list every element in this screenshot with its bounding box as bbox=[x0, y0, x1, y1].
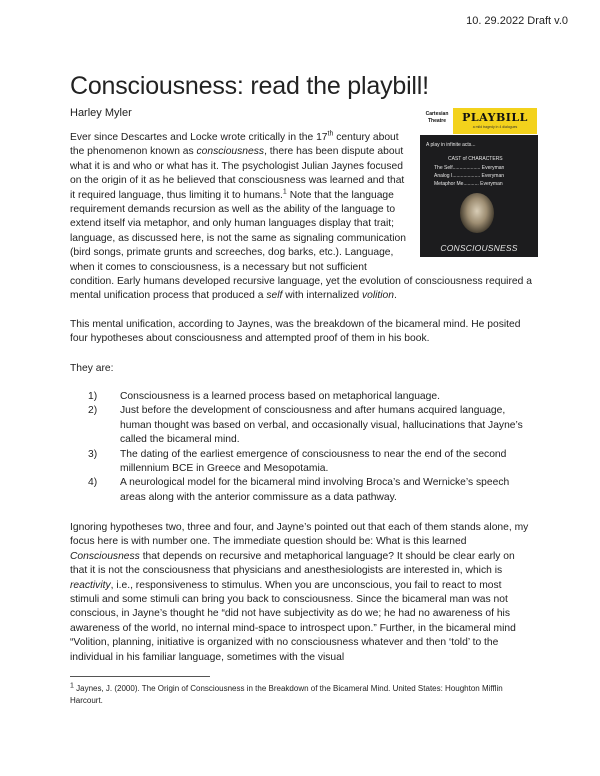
list-item: 4) A neurological model for the bicameral mind involving Broca’s and Wernicke’s speech areas along with the anterior commissure as a data pathway. bbox=[88, 477, 510, 503]
playbill-cast-item: Analog I.................... Everyman bbox=[434, 173, 505, 179]
playbill-cast-heading: CAST of CHARACTERS bbox=[448, 156, 503, 162]
playbill-banner-title: PLAYBILL bbox=[462, 111, 528, 124]
playbill-tagline: A play in infinite acts... bbox=[426, 142, 476, 148]
intro-paragraph-full-part: condition. Early humans developed recursive language, yet the evolution of consciousness required a mental unification process that produced a self with internalized volition. bbox=[70, 276, 532, 302]
intro-paragraph bbox=[70, 131, 532, 304]
they-are-line: They are: bbox=[70, 363, 114, 374]
playbill-cast-item: The Self.................... Everyman bbox=[434, 165, 505, 171]
bicameral-paragraph: This mental unification, according to Jaynes, was the breakdown of the bicameral mind. He posited four hypotheses about consciousness and attempted proof of them in his book. bbox=[70, 319, 521, 345]
page-title: Consciousness: read the playbill! bbox=[70, 72, 429, 100]
draft-date-stamp: 10. 29.2022 Draft v.0 bbox=[466, 15, 568, 27]
intro-paragraph-wrapped-part: Ever since Descartes and Locke wrote critically in the 17th century about the phenomenon known as consciousness, there has been dispute about what it is and who or what has it. The psychologist Julian Jaynes focused on the origin of it as he believed that consciousness was learned and that it required language, thus limiting it to humans.$^1$ Note that the language requirement demands recursion as well as the ability of the language to extend itself via metaphor, and only human languages display that trait; language, as discussed here, is not the same as signaling communication (bird songs, primate grunts and screeches, dog barks, etc.). Language, when it comes to consciousness, is a necessary but not sufficient bbox=[70, 130, 406, 273]
playbill-cast-item: Metaphor Me........... Everyman bbox=[434, 181, 503, 187]
hypotheses-list bbox=[70, 390, 532, 505]
playbill-banner-subtitle: a mild tragedy in 4 dialogues bbox=[472, 125, 518, 129]
playbill-theatre-name: Cartesian Theatre bbox=[425, 111, 449, 124]
footnote: $^1$ Jaynes, J. (2000). The Origin of Consciousness in the Breakdown of the Bicameral Mind. United States: Houghton Mifflin Harcourt. bbox=[70, 682, 503, 705]
list-item: 1) Consciousness is a learned process based on metaphorical language. bbox=[88, 391, 440, 402]
list-item: 3) The dating of the earliest emergence of consciousness to near the end of the second millennium BCE in Greece and Mesopotamia. bbox=[88, 448, 507, 475]
list-item: 2) Just before the development of consciousness and after humans acquired language, human thought was based on verbal, and occasionally visual, hallucinations that Jayne’s called the bicameral mind. bbox=[88, 405, 523, 446]
playbill-bottom-title: CONSCIOUSNESS bbox=[440, 243, 518, 253]
footnote-divider bbox=[70, 676, 210, 677]
author-name: Harley Myler bbox=[70, 107, 132, 119]
discussion-paragraph: Ignoring hypotheses two, three and four, and Jayne’s pointed out that each of them stands alone, my focus here is with number one. The immediate question should be: What is this learned Consciousness that depends on recursive and metaphorical language? It should be clear early on that it is not the consciousness that physicians and anesthesiologists are interested in, which is reactivity, i.e., responsiveness to stimulus. When you are unconscious, you fail to react to most stimuli and some stimuli can bring you back to consciousness. Since the bicameral man was not conscious, in Jayne’s thought he “did not have subjectivity as do we; he had no awareness of his awareness of the world, no internal mind-space to introspect upon.” Further, in the bicameral mind “Volition, planning, initiative is organized with no consciousness whatever and then ‘told’ to the individual in his familiar language, sometimes with the visual bbox=[70, 522, 529, 663]
